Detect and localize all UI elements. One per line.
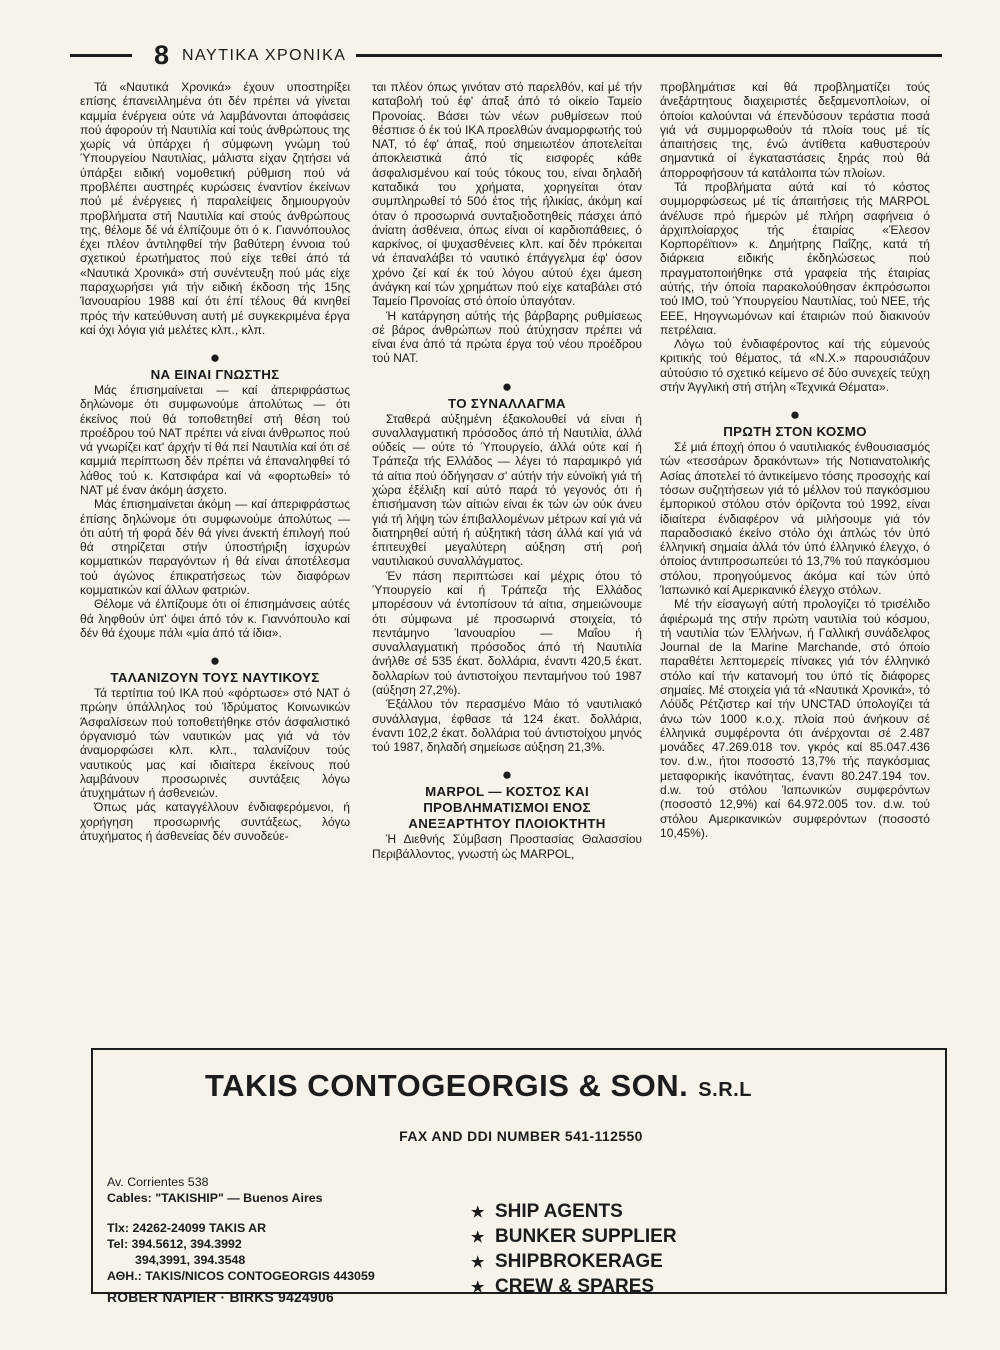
continuation-paragraph: ται πλέον όπως γινόταν στό παρελθόν, καί μέ τήν καταβολή τού έφ' άπαξ άπό τό οίκείο Ταμείο Προνοίας. Βάσει τών νέων ρυθμίσεων πού θέσπισε ό έκ τού ΙΚΑ προελθών άναμορφωτής τού ΝΑΤ, τό έφ' άπαξ, πού σημειωτέον άποτελείται άποκλειστικά άπό τίς εισφορές κάθε άσφαλισμένου καί τούς τόκους του, είναι δηλαδή καταδικά του χρήματα, χορηγείται όταν συμπληρωθεί τό 50ό έτος τής ήλικίας, άκόμη καί όταν ό προσωρινά συνταξιοδοτηθείς πάσχει άπό άνίατη άσθένεια, όπως είναι οί καρδιοπάθειες, ό καρκίνος, οί ψυχασθένειες κλπ. καί δέν πρόκειται νά έπαναλάβει τό ναυτικό έπάγγελμα έφ' όσον χρόνο ζεί καί έκ τού λόγου αύτού έχει άμεση άνάγκη καί τών χρημάτων πού είχε καταβάλει στό Ταμείο Προνοίας στό όποίο ύπαγόταν.: [372, 80, 642, 309]
column-left: [80, 80, 350, 843]
publication-title: ΝΑΥΤΙΚΑ ΧΡΟΝΙΚΑ: [182, 47, 347, 64]
section-bullet: ●: [501, 765, 513, 785]
service-item: ★ SHIP AGENTS: [471, 1200, 677, 1225]
paragraph: Μάς έπισημαίνεται άκόμη — καί άπεριφράστως έπίσης δηλώνομε ότι συμφωνούμε άπολύτως — ότι αύτή τή φορά δέν θά γίνει άνεκτή έπιλογή πού θά στηρίζεται στήν ύποστήριξη ίσχυρών κομματικών παραγόντων ή θά είναι άποτέλεσμα τού άγώνος έπικρατήσεως τών διαφόρων κομματικών καί άλλων φατριών.: [80, 497, 350, 597]
ad-telex: Tlx: 24262-24099 TAKIS AR: [107, 1221, 267, 1235]
ad-contact-block: [107, 1174, 375, 1306]
service-item: ★ BUNKER SUPPLIER: [471, 1225, 677, 1250]
section-title-na-einai-gnostis: ΝΑ ΕΙΝΑΙ ΓΝΩΣΤΗΣ: [150, 367, 280, 383]
ad-tel-2: 394,3991, 394.3548: [135, 1253, 246, 1267]
ad-address: Av. Corrientes 538: [107, 1175, 209, 1189]
star-icon: ★: [471, 1229, 485, 1246]
company-suffix: S.R.L: [698, 1079, 752, 1101]
service-item: ★ SHIPBROKERAGE: [471, 1250, 677, 1275]
ad-cables: Cables: "TAKISHIP" — Buenos Aires: [107, 1191, 323, 1205]
section-bullet: ●: [209, 348, 221, 368]
ad-fax-line: FAX AND DDI NUMBER 541-112550: [399, 1128, 643, 1144]
page-header: [70, 40, 942, 74]
ad-company-name: [205, 1066, 945, 1110]
section-bullet: ●: [501, 376, 513, 396]
paragraph: Έξάλλου τόν περασμένο Μάιο τό ναυτιλιακό συνάλλαγμα, έφθασε τά 124 έκατ. δολλάρια, έναντι 102,2 έκατ. δολλάρια τού άντιστοίχου μηνός τού 1987, δηλαδή σημείωσε αύξηση 21,3%.: [372, 697, 642, 755]
star-icon: ★: [471, 1279, 485, 1296]
paragraph: Έν πάση περιπτώσει καί μέχρις ότου τό Ύπουργείο καί ή Τράπεζα τής Ελλάδος μπορέσουν νά έντοπίσουν τά αίτια, σημειώνουμε ότι σύμφωνα μέ προσωρινά στοιχεία, τό πεντάμηνο Ίανουαρίου — Μαΐου ή συναλλαγματική πρόσοδος άπό τή Ναυτιλία άνήλθε σέ 535 έκατ. δολλάρια, έναντι 420,5 έκατ. δολλαρίων τού άντιστοίχου πενταμήνου τού 1987 (αύξηση 27,2%).: [372, 568, 642, 697]
section-title-marpol: MARPOL — ΚΟΣΤΟΣ ΚΑΙ ΠΡΟΒΛΗΜΑΤΙΣΜΟΙ ΕΝΟΣ ΑΝΕΞΑΡΤΗΤΟΥ ΠΛΟΙΟΚΤΗΤΗ: [408, 784, 606, 832]
column-middle: [372, 80, 642, 861]
advertisement-box: [91, 1048, 947, 1305]
continuation-paragraph: προβλημάτισε καί θά προβληματίζει τούς άνεξάρτητους διαχειριστές δεξαμενοπλοίων, οί όποίοι καλούνται νά έπενδύσουν τεράστια ποσά γιά νά συμμορφωθούν τά πλοία τους μέ τίς άπαιτήσεις της, ένώ άντίθετα καθυστερούν σημαντικά οί έγκαταστάσεις ξηράς πού θά άπορροφήσουν τά κατάλοιπα τών πλοίων.: [660, 80, 930, 180]
paragraph: Σέ μιά έποχή όπου ό ναυτιλιακός ένθουσιασμός τών «τεσσάρων δρακόντων» τής Νοτιανατολικής Ασίας άποτελεί τό άντικείμενο τόσης προσοχής καί τόσων συζητήσεων γιά τό μέλλον τού παγκόσμιου έμπορικού στόλου στόν όρίζοντα τού 1992, είναι ίδιαίτερα ένδιαφέρον νά μιλήσουμε γιά τόν παραδοσιακό έκείνο στόλο όχι άπλώς τόν ύπό έλληνική σημαία άλλά τόν ύπό έλληνικό έλεγχο, ό όποίος άντιπροσωπεύει τό 13,7% τού παγκόσμιου στόλου, προηγούμενος άκόμα καί τών ύπό Ίαπωνικό καί Αμερικανικό έλεγχο στόλων.: [660, 440, 930, 597]
ad-tel-1: Tel: 394.5612, 394.3992: [107, 1237, 242, 1251]
paragraph: Σταθερά αύξημένη έξακολουθεί νά είναι ή συναλλαγματική πρόσοδος άπό τή Ναυτιλία, άλλά ούδείς — ούτε τό Ύπουργείο, άλλά ούτε καί ή Τράπεζα τής Ελλάδος — λέγει τό παραμικρό γιά τά αίτια πού όδήγησαν σ' αύτήν τήν εύνοϊκή γιά τή χώρα έξέλιξη καί αύτό παρά τό γεγονός ότι ή έπισήμανση τών αίτιών είναι έκ τών ών ούκ άνευ γιά τή λήψη τών έπιβαλλομένων μέτρων καί γιά νά διατηρηθεί αύτή ή αύξητική τάση άλλά καί γιά νά έπιτευχθεί μεγαλύτερη αύξηση στή ροή ναυτιλιακού συναλλάγματος.: [372, 411, 642, 569]
section-bullet: ●: [789, 405, 801, 425]
paragraph: Τά προβλήματα αύτά καί τό κόστος συμμορφώσεως μέ τίς άπαιτήσεις τής MARPOL άνέλυσε πρό ήμερών μέ πλήρη σαφήνεια ό άρχιπλοίαρχος τής έταιρίας «Έλεσον Κορπορέϊτιον» κ. Δημήτρης Παΐζης, κατά τή διάρκεια ειδικής έκδηλώσεως πού πραγματοποιήθηκε στά γραφεία τής έταιρίας αύτής, τήν όποία παρακολούθησαν έκπρόσωποι τού ΙΜΟ, τού Ύπουργείου Ναυτιλίας, τού ΝΕΕ, τής ΕΕΕ, Ηηογνωμόνων καί έταιριών πού διακινούν πετρέλαια.: [660, 179, 930, 337]
header-rule-left: [70, 54, 132, 57]
section-title-synallagma: ΤΟ ΣΥΝΑΛΛΑΓΜΑ: [448, 395, 566, 411]
company-text: TAKIS CONTOGEORGIS & SON.: [205, 1068, 689, 1103]
section-title-talanizoun: ΤΑΛΑΝΙΖΟΥΝ ΤΟΥΣ ΝΑΥΤΙΚΟΥΣ: [110, 670, 320, 686]
paragraph: Θέλομε νά έλπίζουμε ότι οί έπισημάνσεις αύτές θά ληφθούν ύπ' όψει άπό τόν κ. Γιαννόπουλο καί δέν θά έχουμε πάλι «μία άπό τά ίδια».: [80, 597, 350, 640]
paragraph: Μάς έπισημαίνεται — καί άπεριφράστως δηλώνομε ότι συμφωνούμε άπολύτως — ότι έκείνος πού θά τοποθετηθεί στή θέση τού προέδρου τού ΝΑΤ πρέπει νά είναι άνθρωπος πού νά γνωρίζει κατ' άρχήν τί θά πεί Ναυτιλία καί ότι σέ καμμιά περίπτωση δέν πρέπει νά έπαναληφθεί τό λάθος τού κ. Κατσιφάρα καί νά «φορτωθεί» τό ΝΑΤ μέ έναν άκόμη άσχετο.: [80, 383, 350, 498]
section-title-proti-ston-kosmo: ΠΡΩΤΗ ΣΤΟΝ ΚΟΣΜΟ: [723, 424, 867, 440]
ad-agent: ROBER NAPIER · BIRKS 9424906: [107, 1290, 334, 1305]
column-right: [660, 80, 930, 840]
intro-paragraph: Τά «Ναυτικά Χρονικά» έχουν υποστηρίξει επίσης έπανειλλημένα ότι δέν πρέπει νά γίνεται καμμία ένέργεια ούτε νά λαμβάνονται άποφάσεις πού άφορούν τή Ναυτιλία καί τούς άνθρώπους της χωρίς νά ύπάρχει ή σύμφωνη γνώμη τού Ύπουργείου Ναυτιλίας, μάλιστα είχαν ζητήσει νά ύπάρξει ειδική νομοθετική ρύθμιση πού νά προβλέπει αυστηρές κυρώσεις έναντίον έκείνων πού μέ ένέργειες ή παραλείψεις δημιουργούν προβλήματα στή Ναυτιλία καί στούς άνθρώπους της, θέλομε δέ νά έλπίζουμε ότι ό κ. Γιαννόπουλος έχει πλέον άντιληφθεί τήν βαθύτερη έννοια τού σχετικού έρωτήματος πού είχε τεθεί άπό τά «Ναυτικά Χρονικά» στή συνέντευξη πού μάς είχε παραχωρήσει γιά τήν ειδική έκδοση τής 15ης Ίανουαρίου 1988 καί ότι έπί τέλους θά κινηθεί πρός τήν κατεύθυνση αυτή μέ συγκεκριμένα έργα καί όχι λόγια γιά μελέτες κλπ., κλπ.: [80, 80, 350, 337]
ad-athens: ΑΘΗ.: TAKIS/NICOS CONTOGEORGIS 443059: [107, 1269, 375, 1283]
section-bullet: ●: [209, 651, 221, 671]
paragraph: Λόγω τού ένδιαφέροντος καί τής εύμενούς κριτικής τού θέματος, τά «Ν.Χ.» παρουσιάζουν αύτούσιο τό σχετικό κείμενο σέ δύο συνεχείς τεύχη στήν Άγγλική στή στήλη «Τεχνικά Θέματα».: [660, 337, 930, 394]
page-number: 8: [154, 40, 170, 70]
star-icon: ★: [471, 1204, 485, 1221]
paragraph: Ή Διεθνής Σύμβαση Προστασίας Θαλασσίου Περιβάλλοντος, γνωστή ώς MARPOL,: [372, 832, 642, 861]
service-item: ★ CREW & SPARES: [471, 1275, 677, 1300]
star-icon: ★: [471, 1254, 485, 1271]
paragraph: Μέ τήν είσαγωγή αύτή προλογίζει τό τρισέλιδο άφιέρωμά της στήν πρώτη ναυτιλία τού κόσμου, τή ναυτιλία τών Έλλήνων, ή Γαλλική συνάδελφος Journal de la Marine Marchande, στό όποίο παραθέτει λεπτομερείς πίνακες γιά τόν έλληνικό στόλο καί τήν κατανομή του ύπό τίς διάφορες σημαίες. Μέ στοιχεία γιά τά «Ναυτικά Χρονικά», τό Λόϋδς Ρέτζιστερ καί τήν UNCTAD ύπολογίζει τά άνω τών 1000 κ.ο.χ. πλοία πού άνήκουν σέ έλληνικά συμφέροντα ότι άνέρχονται σέ 2.487 μονάδες 47.269.018 τον. γκρός καί 85.047.436 τον. d.w., ήτοι ποσοστό 13,7% τής παγκόσμιας μεταφορικής ίκανότητας, έναντι 80.247.194 τον. d.w. τού στόλου Ίαπωνικών συμφερόντων (ποσοστό 12,9%) καί 64.972.005 τον. d.w. τού στόλου Αμερικανικών συμφερόντων (ποσοστό 10,45%).: [660, 597, 930, 840]
paragraph: Τά τερτίπια τού ΙΚΑ πού «φόρτωσε» στό ΝΑΤ ό πρώην ύπάλληλος τού Ίδρύματος Κοινωνικών Άσφαλίσεων πού τοποθετήθηκε στόν άσφαλιστικό όργανισμό τών ναυτικών μας γιά νά τόν άναμορφώσει κλπ. κλπ., ταλανίζουν τούς ναυτικούς μας καί ιδιαίτερα έκείνους πού λαμβάνουν προσωρινές συντάξεις λόγω άτυχημάτων ή άσθενειών.: [80, 686, 350, 801]
paragraph: Όπως μάς καταγγέλλουν ένδιαφερόμενοι, ή χορήγηση προσωρινής συντάξεως, λόγω άτυχήματος ή άσθενείας δέν συνοδεύε-: [80, 800, 350, 843]
paragraph: Ή κατάργηση αύτής τής βάρβαρης ρυθμίσεως σέ βάρος άνθρώπων πού άτύχησαν πρέπει νά είναι ένα άπό τά πρώτα έργα τού νέου προέδρου τού ΝΑΤ.: [372, 308, 642, 366]
ad-services-list: [471, 1200, 677, 1300]
header-rule-right: [356, 54, 942, 57]
